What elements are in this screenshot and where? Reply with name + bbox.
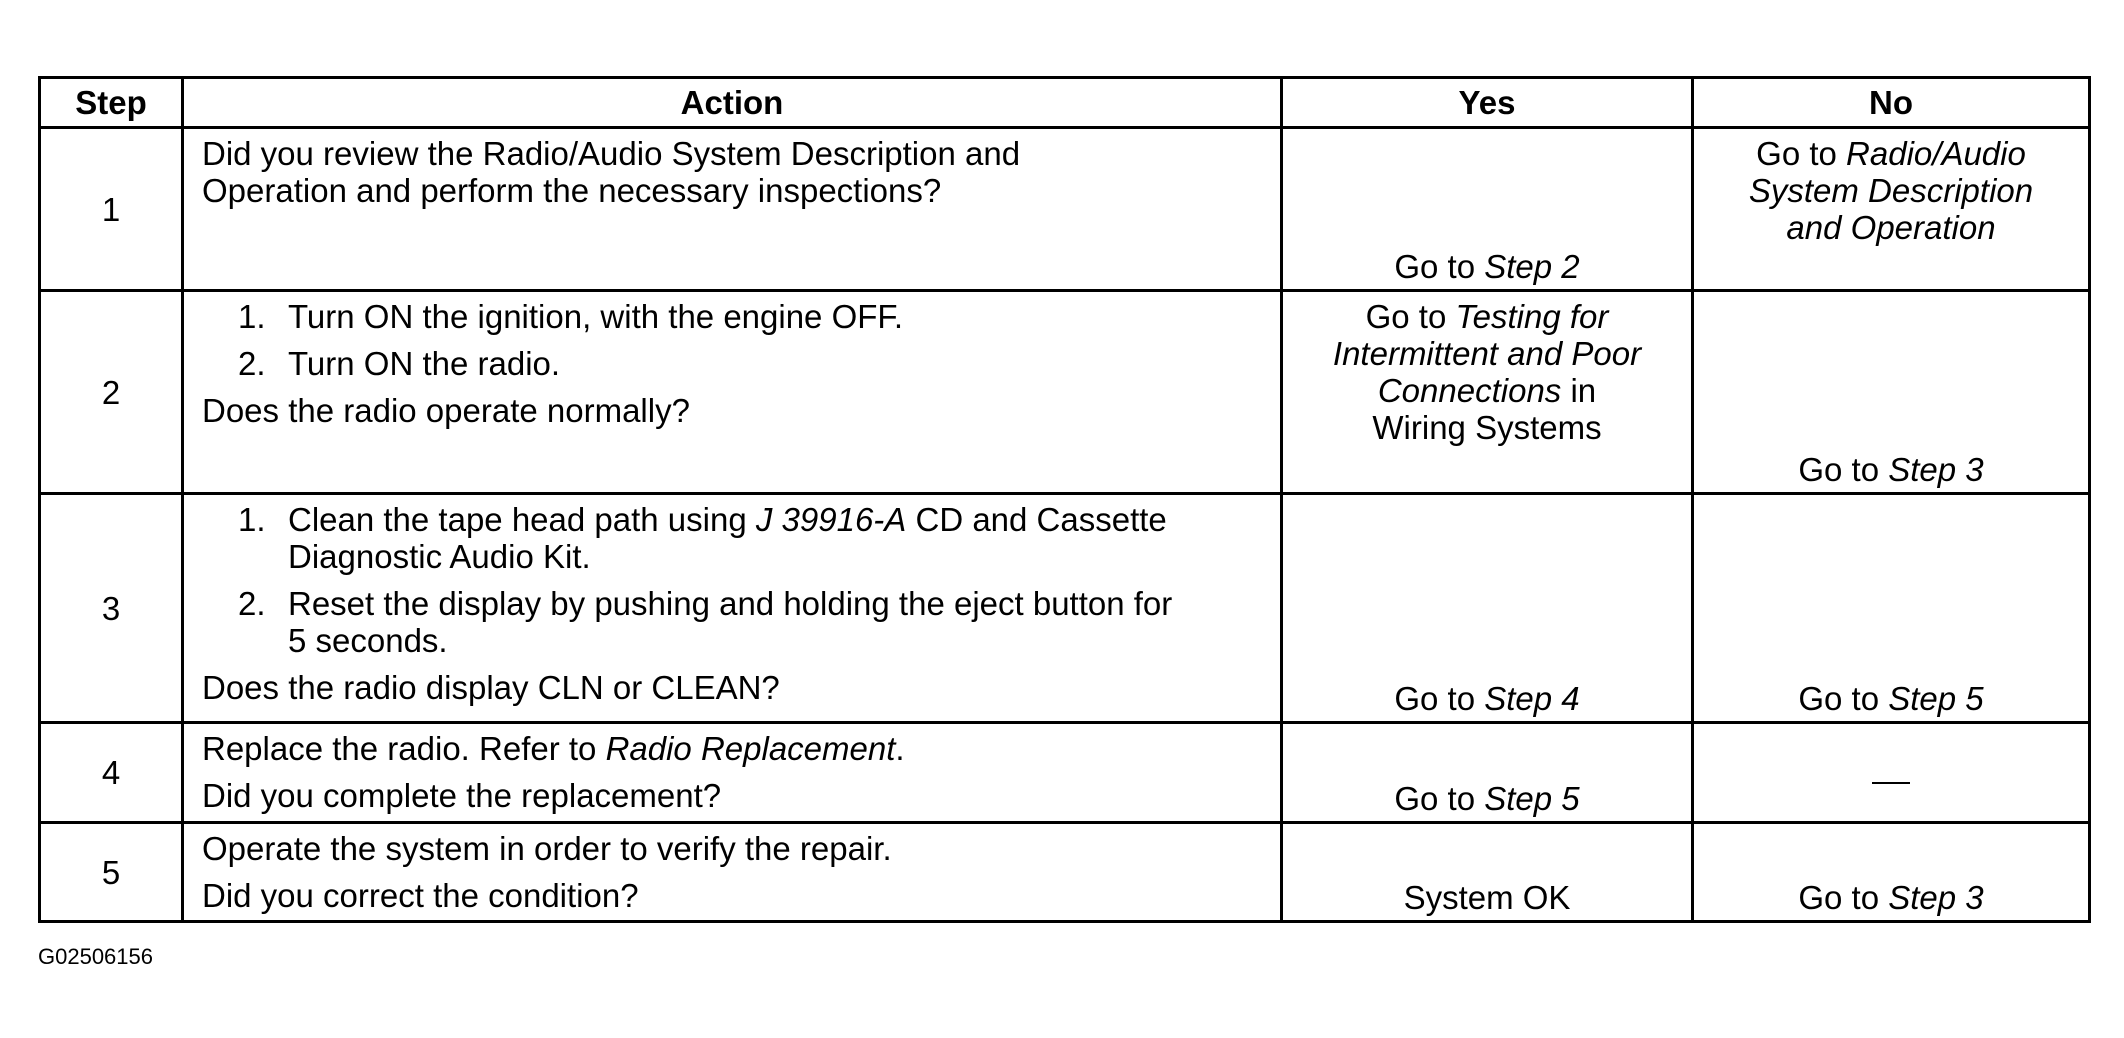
step-number: 5 <box>40 823 183 922</box>
list-item: Clean the tape head path using <box>288 501 756 538</box>
action-cell <box>183 291 1282 494</box>
yes-text: System OK <box>1403 879 1571 916</box>
action-cell <box>183 723 1282 823</box>
yes-link[interactable]: Step 5 <box>1484 780 1580 817</box>
yes-suffix: in <box>1561 372 1597 409</box>
step-number: 4 <box>40 723 183 823</box>
step-number: 3 <box>40 494 183 723</box>
no-link[interactable]: Step 3 <box>1888 451 1984 488</box>
step-number: 2 <box>40 291 183 494</box>
no-prefix: Go to <box>1756 135 1847 172</box>
list-number: 1. <box>238 298 266 335</box>
list-item: Turn ON the ignition, with the engine OFF. <box>288 298 904 335</box>
no-cell <box>1693 723 2090 823</box>
no-prefix: Go to <box>1798 451 1889 488</box>
table-row <box>40 128 2090 291</box>
list-item: Reset the display by pushing and holding the eject button for <box>288 585 1173 622</box>
no-prefix: Go to <box>1798 879 1889 916</box>
no-link[interactable]: System Description <box>1748 172 2034 209</box>
yes-cell <box>1282 128 1693 291</box>
no-cell <box>1693 128 2090 291</box>
yes-cell <box>1282 723 1693 823</box>
no-link[interactable]: Step 5 <box>1888 680 1984 717</box>
no-cell <box>1693 291 2090 494</box>
header-row <box>40 78 2090 128</box>
list-number: 2. <box>238 585 266 622</box>
table-row <box>40 291 2090 494</box>
no-link[interactable]: Step 3 <box>1888 879 1984 916</box>
header-yes: Yes <box>1282 78 1693 128</box>
yes-prefix: Go to <box>1365 298 1456 335</box>
action-line: Operation and perform the necessary inspections? <box>202 172 942 209</box>
action-cell <box>183 823 1282 922</box>
yes-link[interactable]: Testing for <box>1455 298 1609 335</box>
no-prefix: Go to <box>1798 680 1889 717</box>
figure-id: G02506156 <box>38 944 153 969</box>
yes-prefix: Go to <box>1394 248 1485 285</box>
no-link[interactable]: Radio/Audio <box>1846 135 2026 172</box>
yes-cell <box>1282 291 1693 494</box>
header-step: Step <box>40 78 183 128</box>
yes-prefix: Go to <box>1394 780 1485 817</box>
list-item: CD and Cassette <box>906 501 1167 538</box>
yes-prefix: Go to <box>1394 680 1485 717</box>
list-number: 1. <box>238 501 266 538</box>
yes-cell <box>1282 494 1693 723</box>
table-row <box>40 823 2090 922</box>
action-line: Operate the system in order to verify the repair. <box>202 830 892 867</box>
action-question: Did you complete the replacement? <box>202 777 722 814</box>
list-number: 2. <box>238 345 266 382</box>
table-row <box>40 494 2090 723</box>
action-question: Does the radio display CLN or CLEAN? <box>202 669 780 706</box>
action-line: Replace the radio. Refer to <box>202 730 606 767</box>
no-cell <box>1693 823 2090 922</box>
header-no: No <box>1693 78 2090 128</box>
action-cell <box>183 494 1282 723</box>
yes-link[interactable]: Step 4 <box>1484 680 1580 717</box>
yes-link[interactable]: Step 2 <box>1484 248 1580 285</box>
action-line: Did you review the Radio/Audio System Description and <box>202 135 1021 172</box>
list-item: Turn ON the radio. <box>288 345 561 382</box>
list-item: Diagnostic Audio Kit. <box>288 538 591 575</box>
reference-link[interactable]: Radio Replacement <box>605 730 896 767</box>
yes-link[interactable]: Intermittent and Poor <box>1332 335 1642 372</box>
action-question: Does the radio operate normally? <box>202 392 690 429</box>
table-row <box>40 723 2090 823</box>
yes-link[interactable]: Connections <box>1377 372 1562 409</box>
yes-cell <box>1282 823 1693 922</box>
action-cell <box>183 128 1282 291</box>
step-number: 1 <box>40 128 183 291</box>
yes-text: Wiring Systems <box>1372 409 1602 446</box>
empty-dash <box>1872 782 1910 784</box>
list-item: 5 seconds. <box>288 622 448 659</box>
diagnostic-table <box>38 76 2091 923</box>
no-cell <box>1693 494 2090 723</box>
header-action: Action <box>183 78 1282 128</box>
tool-link[interactable]: J 39916-A <box>755 501 907 538</box>
action-line: . <box>895 730 905 767</box>
no-link[interactable]: and Operation <box>1786 209 1996 246</box>
action-question: Did you correct the condition? <box>202 877 639 914</box>
